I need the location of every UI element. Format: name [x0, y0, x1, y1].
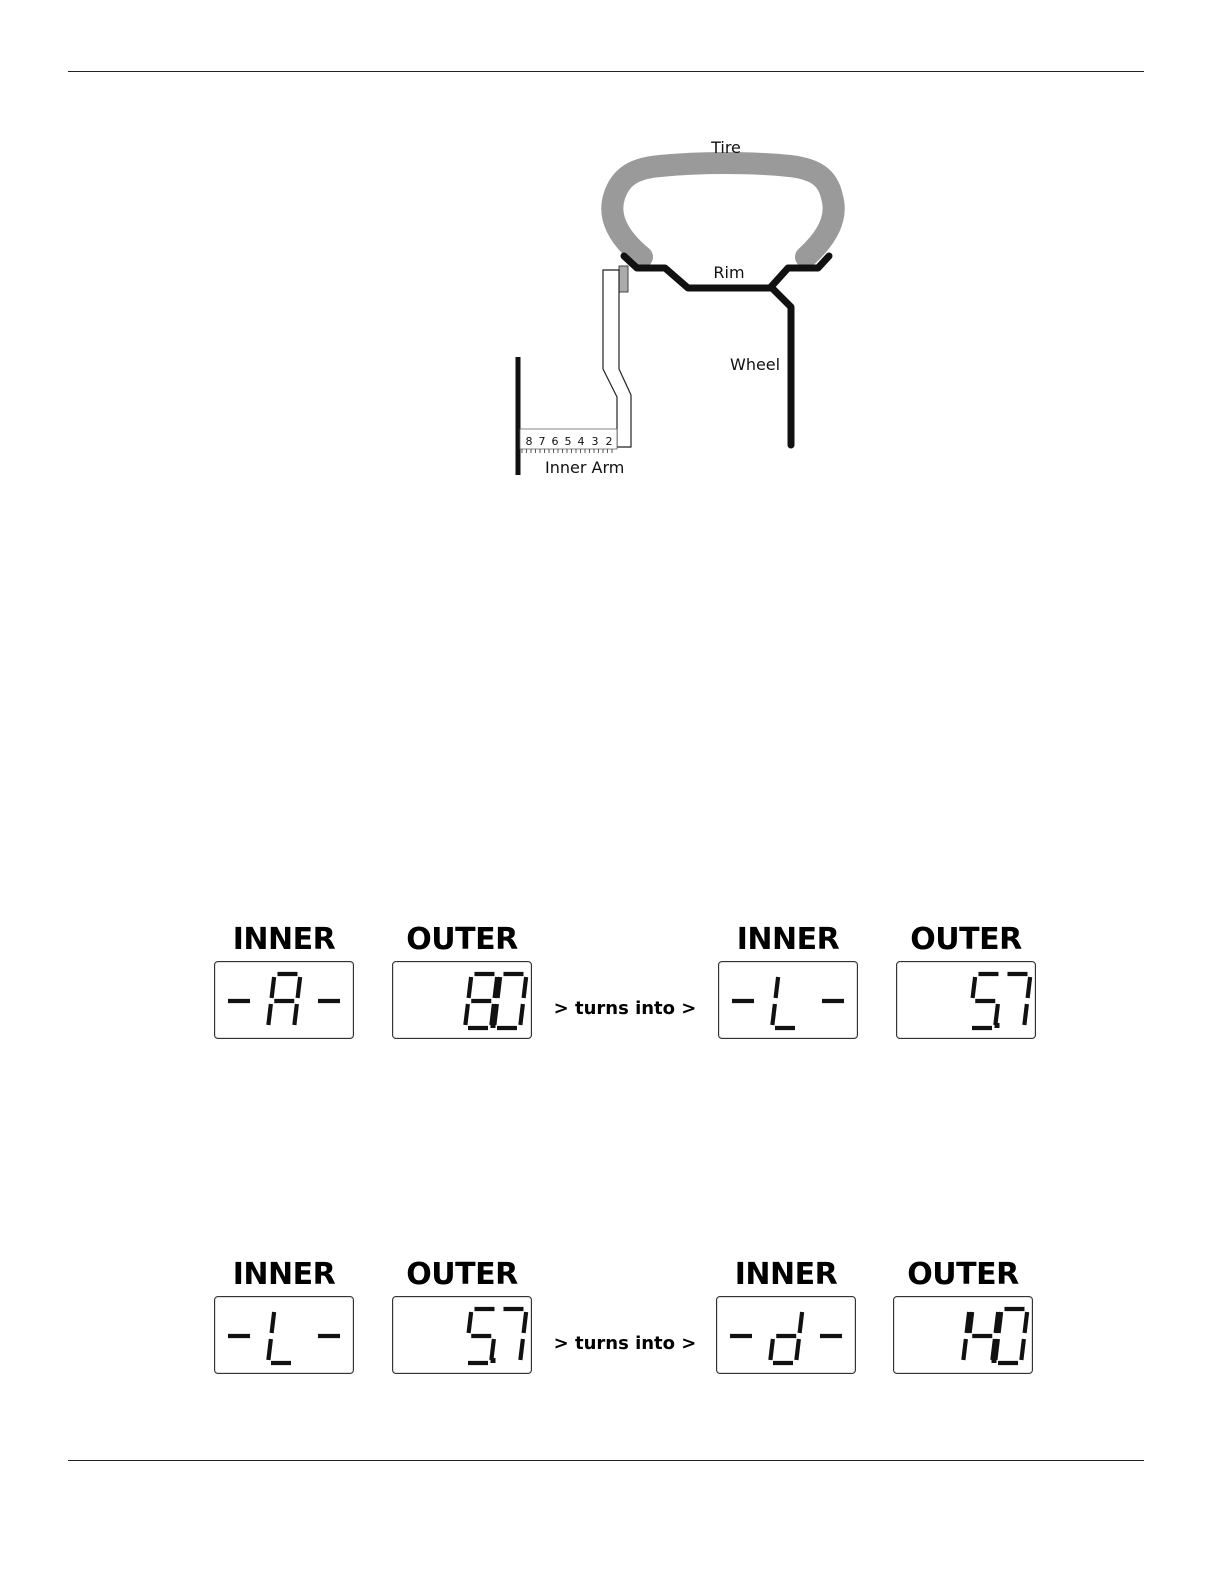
- lcd-display: [716, 1296, 856, 1374]
- lcd-display: [392, 1296, 532, 1374]
- lcd-segment: [1021, 1339, 1024, 1360]
- scale-number: 4: [577, 435, 585, 448]
- display-row-1: [0, 922, 1224, 1052]
- scale-number: 5: [564, 435, 572, 448]
- lcd-display: [214, 961, 354, 1039]
- panel-label: INNER: [232, 922, 336, 957]
- lcd-segment: [776, 977, 779, 998]
- panel-label: OUTER: [406, 1257, 518, 1292]
- display-panel: [214, 1257, 354, 1295]
- lcd-segment: [999, 1312, 1002, 1333]
- panel-label: OUTER: [910, 922, 1022, 957]
- header-rule: [68, 71, 1144, 72]
- lcd-segment: [469, 977, 472, 998]
- lcd-segment: [268, 1004, 271, 1025]
- scale-number: 6: [551, 435, 559, 448]
- lcd-segment: [800, 1312, 803, 1333]
- tire-shape: [612, 163, 833, 257]
- panel-label: INNER: [232, 1257, 336, 1292]
- scale-number: 2: [605, 435, 613, 448]
- wheel-measurement-diagram: [500, 125, 850, 485]
- lcd-segment: [973, 977, 976, 998]
- panel-label: OUTER: [406, 922, 518, 957]
- lcd-segment: [995, 1004, 998, 1025]
- display-row-2: [0, 1257, 1224, 1387]
- lcd-segment: [1025, 1312, 1028, 1333]
- lcd-segment: [1028, 977, 1031, 998]
- lcd-segment: [294, 1004, 297, 1025]
- lcd-decimal-point: [995, 1023, 1000, 1028]
- lcd-segment: [772, 1004, 775, 1025]
- lcd-decimal-point: [491, 1358, 496, 1363]
- display-panel: [392, 1257, 532, 1295]
- lcd-display: [718, 961, 858, 1039]
- lcd-segment: [272, 977, 275, 998]
- lcd-digits: [719, 962, 857, 1038]
- panel-label: INNER: [736, 922, 840, 957]
- panel-label: OUTER: [907, 1257, 1019, 1292]
- turns-into-text: > turns into >: [553, 998, 697, 1019]
- lcd-segment: [268, 1339, 271, 1360]
- lcd-digits: [897, 962, 1035, 1038]
- lcd-segment: [494, 1004, 497, 1025]
- tire-label: Tire: [711, 138, 741, 157]
- scale-ticks: [522, 449, 612, 453]
- lcd-segment: [970, 1312, 973, 1333]
- scale-number: 7: [538, 435, 546, 448]
- lcd-display: [896, 961, 1036, 1039]
- lcd-segment: [469, 1312, 472, 1333]
- lcd-digits: [215, 1297, 353, 1373]
- scale-number: 3: [591, 435, 599, 448]
- lcd-segment: [770, 1339, 773, 1360]
- lcd-digits: [393, 1297, 531, 1373]
- rim-label: Rim: [713, 263, 745, 282]
- lcd-display: [392, 961, 532, 1039]
- lcd-segment: [524, 1312, 527, 1333]
- lcd-digits: [393, 962, 531, 1038]
- lcd-segment: [963, 1339, 966, 1360]
- display-panel: [392, 922, 532, 960]
- display-panel: [896, 922, 1036, 960]
- lcd-display: [214, 1296, 354, 1374]
- lcd-segment: [995, 1339, 998, 1360]
- lcd-segment: [796, 1339, 799, 1360]
- wheel-label: Wheel: [730, 355, 781, 374]
- lcd-segment: [465, 1004, 468, 1025]
- inner-arm-shape: [603, 270, 631, 447]
- footer-rule: [68, 1460, 1144, 1461]
- lcd-display: [893, 1296, 1033, 1374]
- lcd-digits: [215, 962, 353, 1038]
- lcd-segment: [524, 977, 527, 998]
- display-panel: [893, 1257, 1033, 1295]
- display-panel: [214, 922, 354, 960]
- lcd-segment: [272, 1312, 275, 1333]
- turns-into-text: > turns into >: [553, 1333, 697, 1354]
- lcd-segment: [520, 1004, 523, 1025]
- display-panel: [718, 922, 858, 960]
- inner-arm-label: Inner Arm: [545, 458, 625, 477]
- measurement-clamp: [619, 266, 628, 292]
- lcd-segment: [1024, 1004, 1027, 1025]
- lcd-segment: [298, 977, 301, 998]
- display-panel: [716, 1257, 856, 1295]
- lcd-digits: [717, 1297, 855, 1373]
- lcd-segment: [520, 1339, 523, 1360]
- lcd-digits: [894, 1297, 1032, 1373]
- lcd-segment: [498, 977, 501, 998]
- scale-number: 8: [525, 435, 533, 448]
- lcd-segment: [491, 1339, 494, 1360]
- panel-label: INNER: [734, 1257, 838, 1292]
